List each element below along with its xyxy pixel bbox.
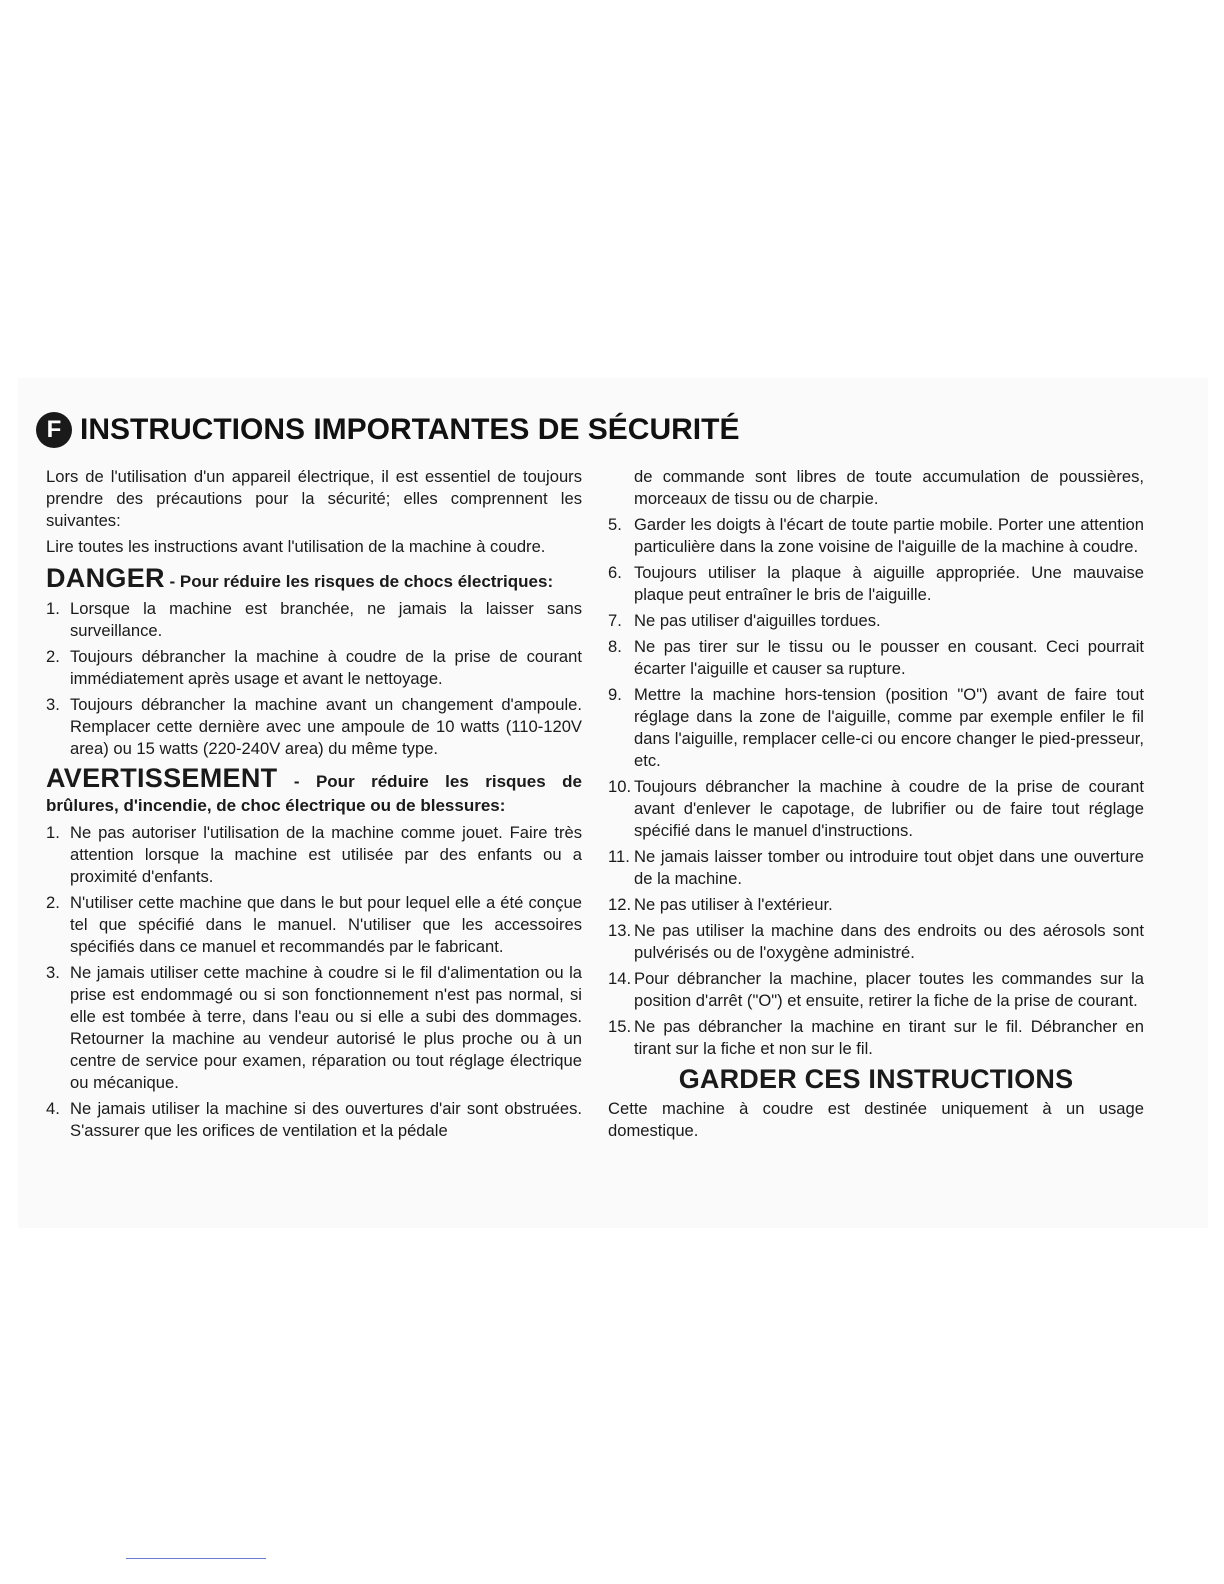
item-text: Ne pas utiliser d'aiguilles tordues. (634, 611, 881, 630)
right-column (608, 466, 1144, 1142)
danger-title: DANGER (46, 563, 165, 593)
list-item (46, 1098, 582, 1142)
list-item (608, 562, 1144, 606)
item-text: Ne pas autoriser l'utilisation de la machine comme jouet. Faire très attention lorsque la machine est utilisée par des enfants ou a proximité d'enfants. (70, 823, 582, 886)
left-column (46, 466, 582, 1146)
item-text: Toujours débrancher la machine à coudre de la prise de courant immédiatement après usage et avant le nettoyage. (70, 647, 582, 688)
item-number: 2. (46, 647, 60, 666)
list-item (608, 514, 1144, 558)
list-item (46, 694, 582, 760)
item-number: 14. (608, 969, 632, 988)
list-item (46, 646, 582, 690)
item-text: Ne pas utiliser à l'extérieur. (634, 895, 833, 914)
item-text: N'utiliser cette machine que dans le but pour lequel elle a été conçue tel que spécifié dans le manuel. N'utiliser que les accessoires spécifiés dans ce manuel et recommandés par le fabricant. (70, 893, 582, 956)
item-number: 9. (608, 685, 622, 704)
item-number: 6. (608, 563, 622, 582)
item-number: 1. (46, 823, 60, 842)
item-number: 7. (608, 611, 622, 630)
warning-list-right (608, 514, 1144, 1060)
danger-list (46, 598, 582, 760)
intro-paragraph: Lors de l'utilisation d'un appareil électrique, il est essentiel de toujours prendre des précautions pour la sécurité; elles comprennent les suivantes: (46, 467, 582, 530)
item-text: Mettre la machine hors-tension (position "O") avant de faire tout réglage dans la zone de l'aiguille, comme par exemple enfiler le fil dans l'aiguille, remplacer celle-ci ou encore changer le pied-presseur, etc. (634, 685, 1144, 770)
item-number: 12. (608, 895, 632, 914)
list-item (46, 598, 582, 642)
list-item (608, 610, 1144, 632)
title-text: INSTRUCTIONS IMPORTANTES DE SÉCURITÉ (80, 413, 740, 446)
item-text: Ne jamais laisser tomber ou introduire tout objet dans une ouverture de la machine. (634, 847, 1144, 888)
item-text: Toujours débrancher la machine à coudre de la prise de courant avant d'enlever le capotage, de lubrifier ou de faire tout réglage spécifié dans le manuel d'instructions. (634, 777, 1144, 840)
danger-subtitle: - Pour réduire les risques de chocs électriques: (164, 572, 554, 591)
page-title (36, 408, 739, 452)
keep-instructions-heading: GARDER CES INSTRUCTIONS (678, 1064, 1074, 1094)
item-text: Ne pas tirer sur le tissu ou le pousser en cousant. Ceci pourrait écarter l'aiguille et causer sa rupture. (634, 637, 1144, 678)
list-item (608, 968, 1144, 1012)
warning-list-left (46, 822, 582, 1142)
item-number: 2. (46, 893, 60, 912)
item-text: Toujours débrancher la machine avant un changement d'ampoule. Remplacer cette dernière avec une ampoule de 10 watts (110-120V area) ou 15 watts (220-240V area) du même type. (70, 695, 582, 758)
item-number: 13. (608, 921, 632, 940)
item-text: Toujours utiliser la plaque à aiguille appropriée. Une mauvaise plaque peut entraîner le bris de l'aiguille. (634, 563, 1144, 604)
list-item (46, 892, 582, 958)
language-badge-icon: F (36, 412, 72, 448)
item-number: 4. (46, 1099, 60, 1118)
list-item (608, 636, 1144, 680)
item-text: Ne jamais utiliser la machine si des ouvertures d'air sont obstruées. S'assurer que les orifices de ventilation et la pédale (70, 1099, 582, 1140)
domestic-use-paragraph: Cette machine à coudre est destinée uniquement à un usage domestique. (608, 1099, 1144, 1140)
list-item (46, 962, 582, 1094)
list-item (608, 920, 1144, 964)
item-text: Ne jamais utiliser cette machine à coudre si le fil d'alimentation ou la prise est endommagé ou si son fonctionnement n'est pas normal, si elle est tombée à terre, dans l'eau ou si elle a subi des dommages. Retourner la machine au vendeur autorisé le plus proche ou à un centre de service pour examen, réparation ou tout réglage électrique ou mécanique. (70, 963, 582, 1092)
item-text: Ne pas débrancher la machine en tirant sur le fil. Débrancher en tirant sur la fiche et non sur le fil. (634, 1017, 1144, 1058)
item-number: 5. (608, 515, 622, 534)
item-number: 8. (608, 637, 622, 656)
item-number: 3. (46, 695, 60, 714)
item-number: 10. (608, 777, 632, 796)
item-text: Garder les doigts à l'écart de toute partie mobile. Porter une attention particulière dans la zone voisine de l'aiguille de la machine à coudre. (634, 515, 1144, 556)
item-number: 3. (46, 963, 60, 982)
warning-subtitle: - Pour réduire les risques de brûlures, d'incendie, de choc électrique ou de blessures: (46, 772, 582, 815)
list-item (608, 1016, 1144, 1060)
list-item (608, 846, 1144, 890)
list-item (46, 822, 582, 888)
list-item (608, 776, 1144, 842)
item-number: 1. (46, 599, 60, 618)
item-text: Lorsque la machine est branchée, ne jamais la laisser sans surveillance. (70, 599, 582, 640)
item-text: Ne pas utiliser la machine dans des endroits ou des aérosols sont pulvérisés ou de l'oxygène administré. (634, 921, 1144, 962)
footer-rule (126, 1558, 266, 1559)
danger-heading (46, 563, 582, 594)
item-4-continuation: de commande sont libres de toute accumulation de poussières, morceaux de tissu ou de charpie. (634, 467, 1144, 508)
list-item (608, 894, 1144, 916)
item-number: 11. (608, 847, 630, 866)
item-text: Pour débrancher la machine, placer toutes les commandes sur la position d'arrêt ("O") et ensuite, retirer la fiche de la prise de courant. (634, 969, 1144, 1010)
read-all-paragraph: Lire toutes les instructions avant l'utilisation de la machine à coudre. (46, 537, 546, 556)
warning-heading (46, 763, 582, 818)
list-item (608, 684, 1144, 772)
item-number: 15. (608, 1017, 632, 1036)
warning-title: AVERTISSEMENT (46, 763, 278, 793)
